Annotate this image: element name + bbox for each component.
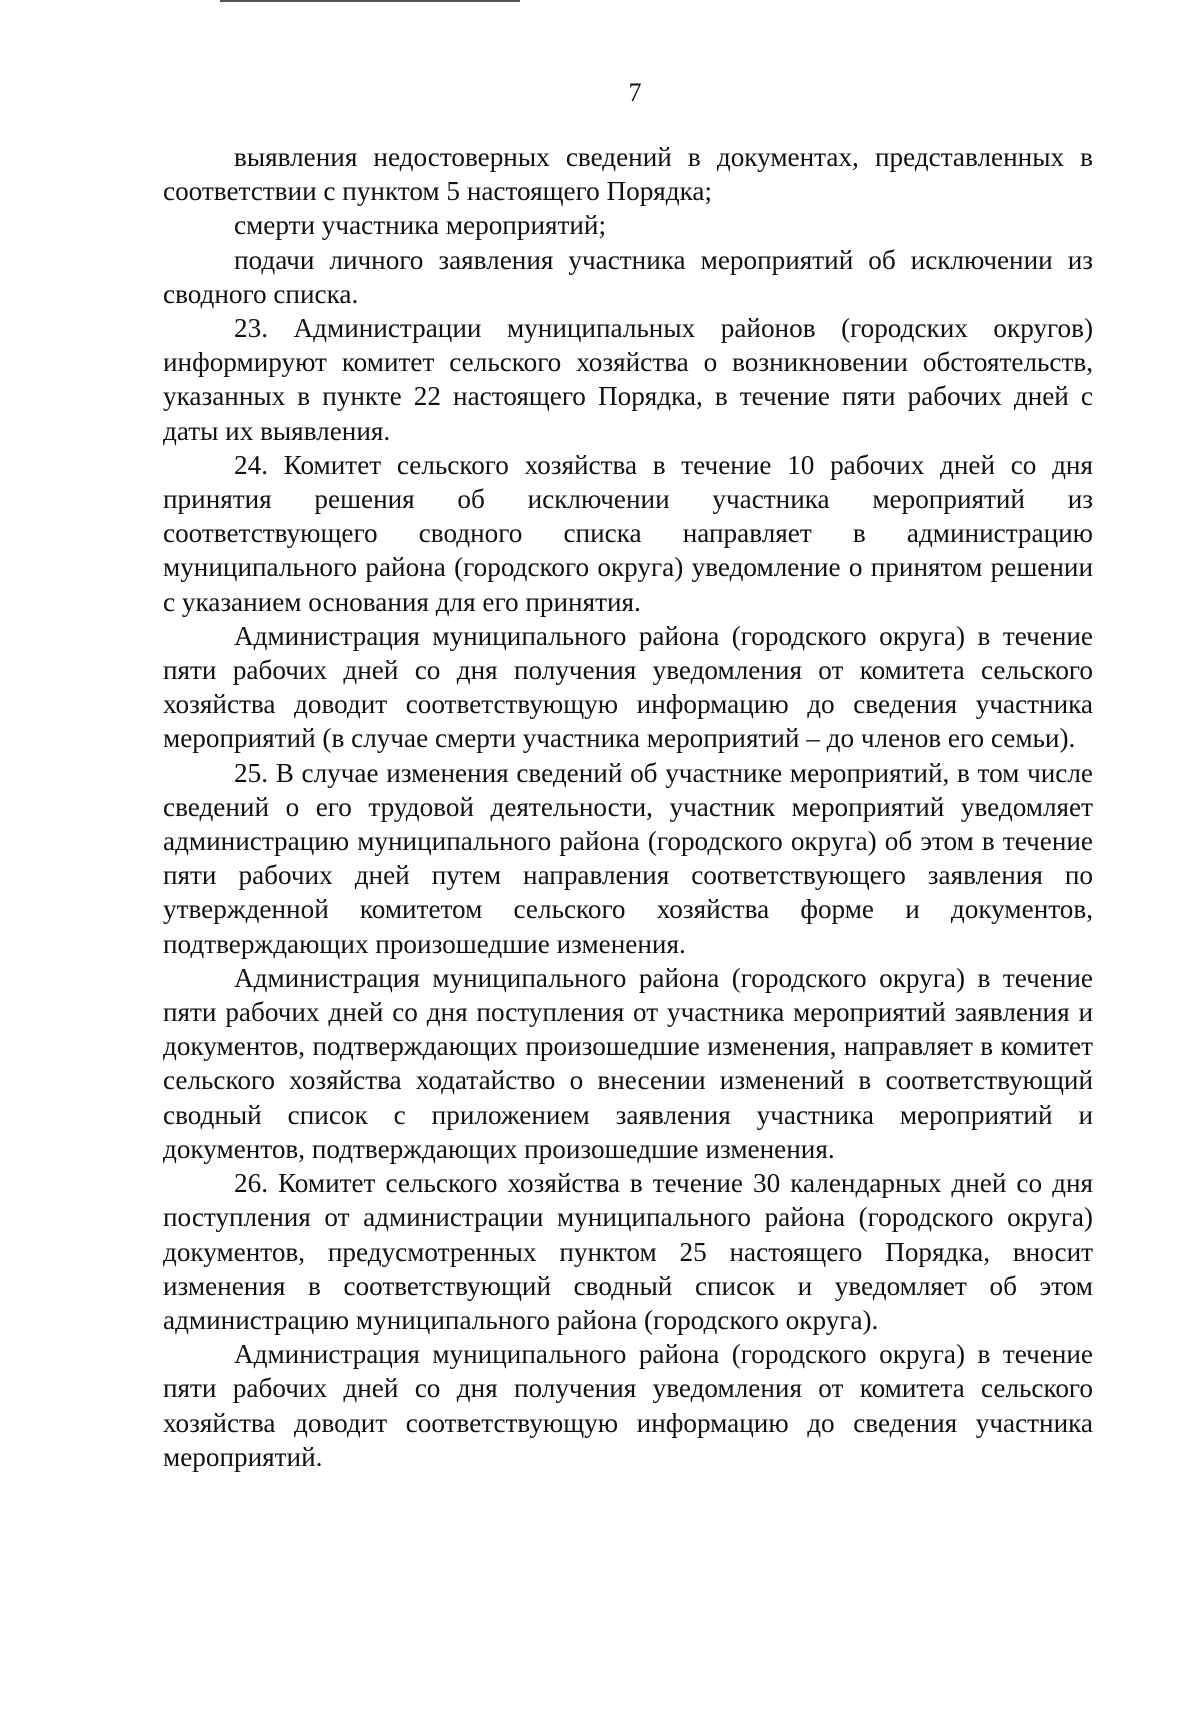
paragraph-personal-application: подачи личного заявления участника мероприятий об исключении из сводного списка. xyxy=(163,244,1093,309)
paragraph-item-26: 26. Комитет сельского хозяйства в течение 30 календарных дней со дня поступления от администрации муниципального района (городского округа) документов, предусмотренных пунктом 25 настоящего Порядка, вносит изменения в соответствующий сводный список и уведомляет об этом администрацию муниципального района (городского округа). xyxy=(163,1168,1093,1335)
paragraph-item-24-notice: Администрация муниципального района (городского округа) в течение пяти рабочих дней со дня получения уведомления от комитета сельского хозяйства доводит соответствующую информацию до сведения участника мероприятий (в случае смерти участника мероприятий – до членов его семьи). xyxy=(163,620,1093,754)
page-number: 7 xyxy=(628,78,642,107)
paragraph-item-25-petition: Администрация муниципального района (городского округа) в течение пяти рабочих дней со дня поступления от участника мероприятий заявления и документов, подтверждающих произошедшие изменения, направляет в комитет сельского хозяйства ходатайство о внесении изменений в соответствующий сводный список с приложением заявления участника мероприятий и документов, подтверждающих произошедшие изменения. xyxy=(163,962,1093,1164)
paragraph-death-of-participant: смерти участника мероприятий; xyxy=(234,210,607,241)
paragraph-item-24: 24. Комитет сельского хозяйства в течение 10 рабочих дней со дня принятия решения об исключении участника мероприятий из соответствующего сводного списка направляет в администрацию муниципального района (городского округа) уведомление о принятом решении с указанием основания для его принятия. xyxy=(163,449,1093,617)
paragraph-item-23: 23. Администрации муниципальных районов (городских округов) информируют комитет сельского хозяйства о возникновении обстоятельств, указанных в пункте 22 настоящего Порядка, в течение пяти рабочих дней с даты их выявления. xyxy=(163,313,1093,446)
paragraph-item-25: 25. В случае изменения сведений об участнике мероприятий, в том числе сведений о его трудовой деятельности, участник мероприятий уведомляет администрацию муниципального района (городского округа) об этом в течение пяти рабочих дней путем направления соответствующего заявления по утвержденной комитетом сельского хозяйства форме и документов, подтверждающих произошедшие изменения. xyxy=(163,757,1093,959)
scan-edge-line xyxy=(220,0,520,2)
paragraph-continuation: выявления недостоверных сведений в документах, представленных в соответствии с пунктом 5 настоящего Порядка; xyxy=(163,142,1093,207)
paragraph-item-26-notice: Администрация муниципального района (городского округа) в течение пяти рабочих дней со дня получения уведомления от комитета сельского хозяйства доводит соответствующую информацию до сведения участника мероприятий. xyxy=(163,1339,1093,1472)
document-body xyxy=(163,140,1093,1474)
